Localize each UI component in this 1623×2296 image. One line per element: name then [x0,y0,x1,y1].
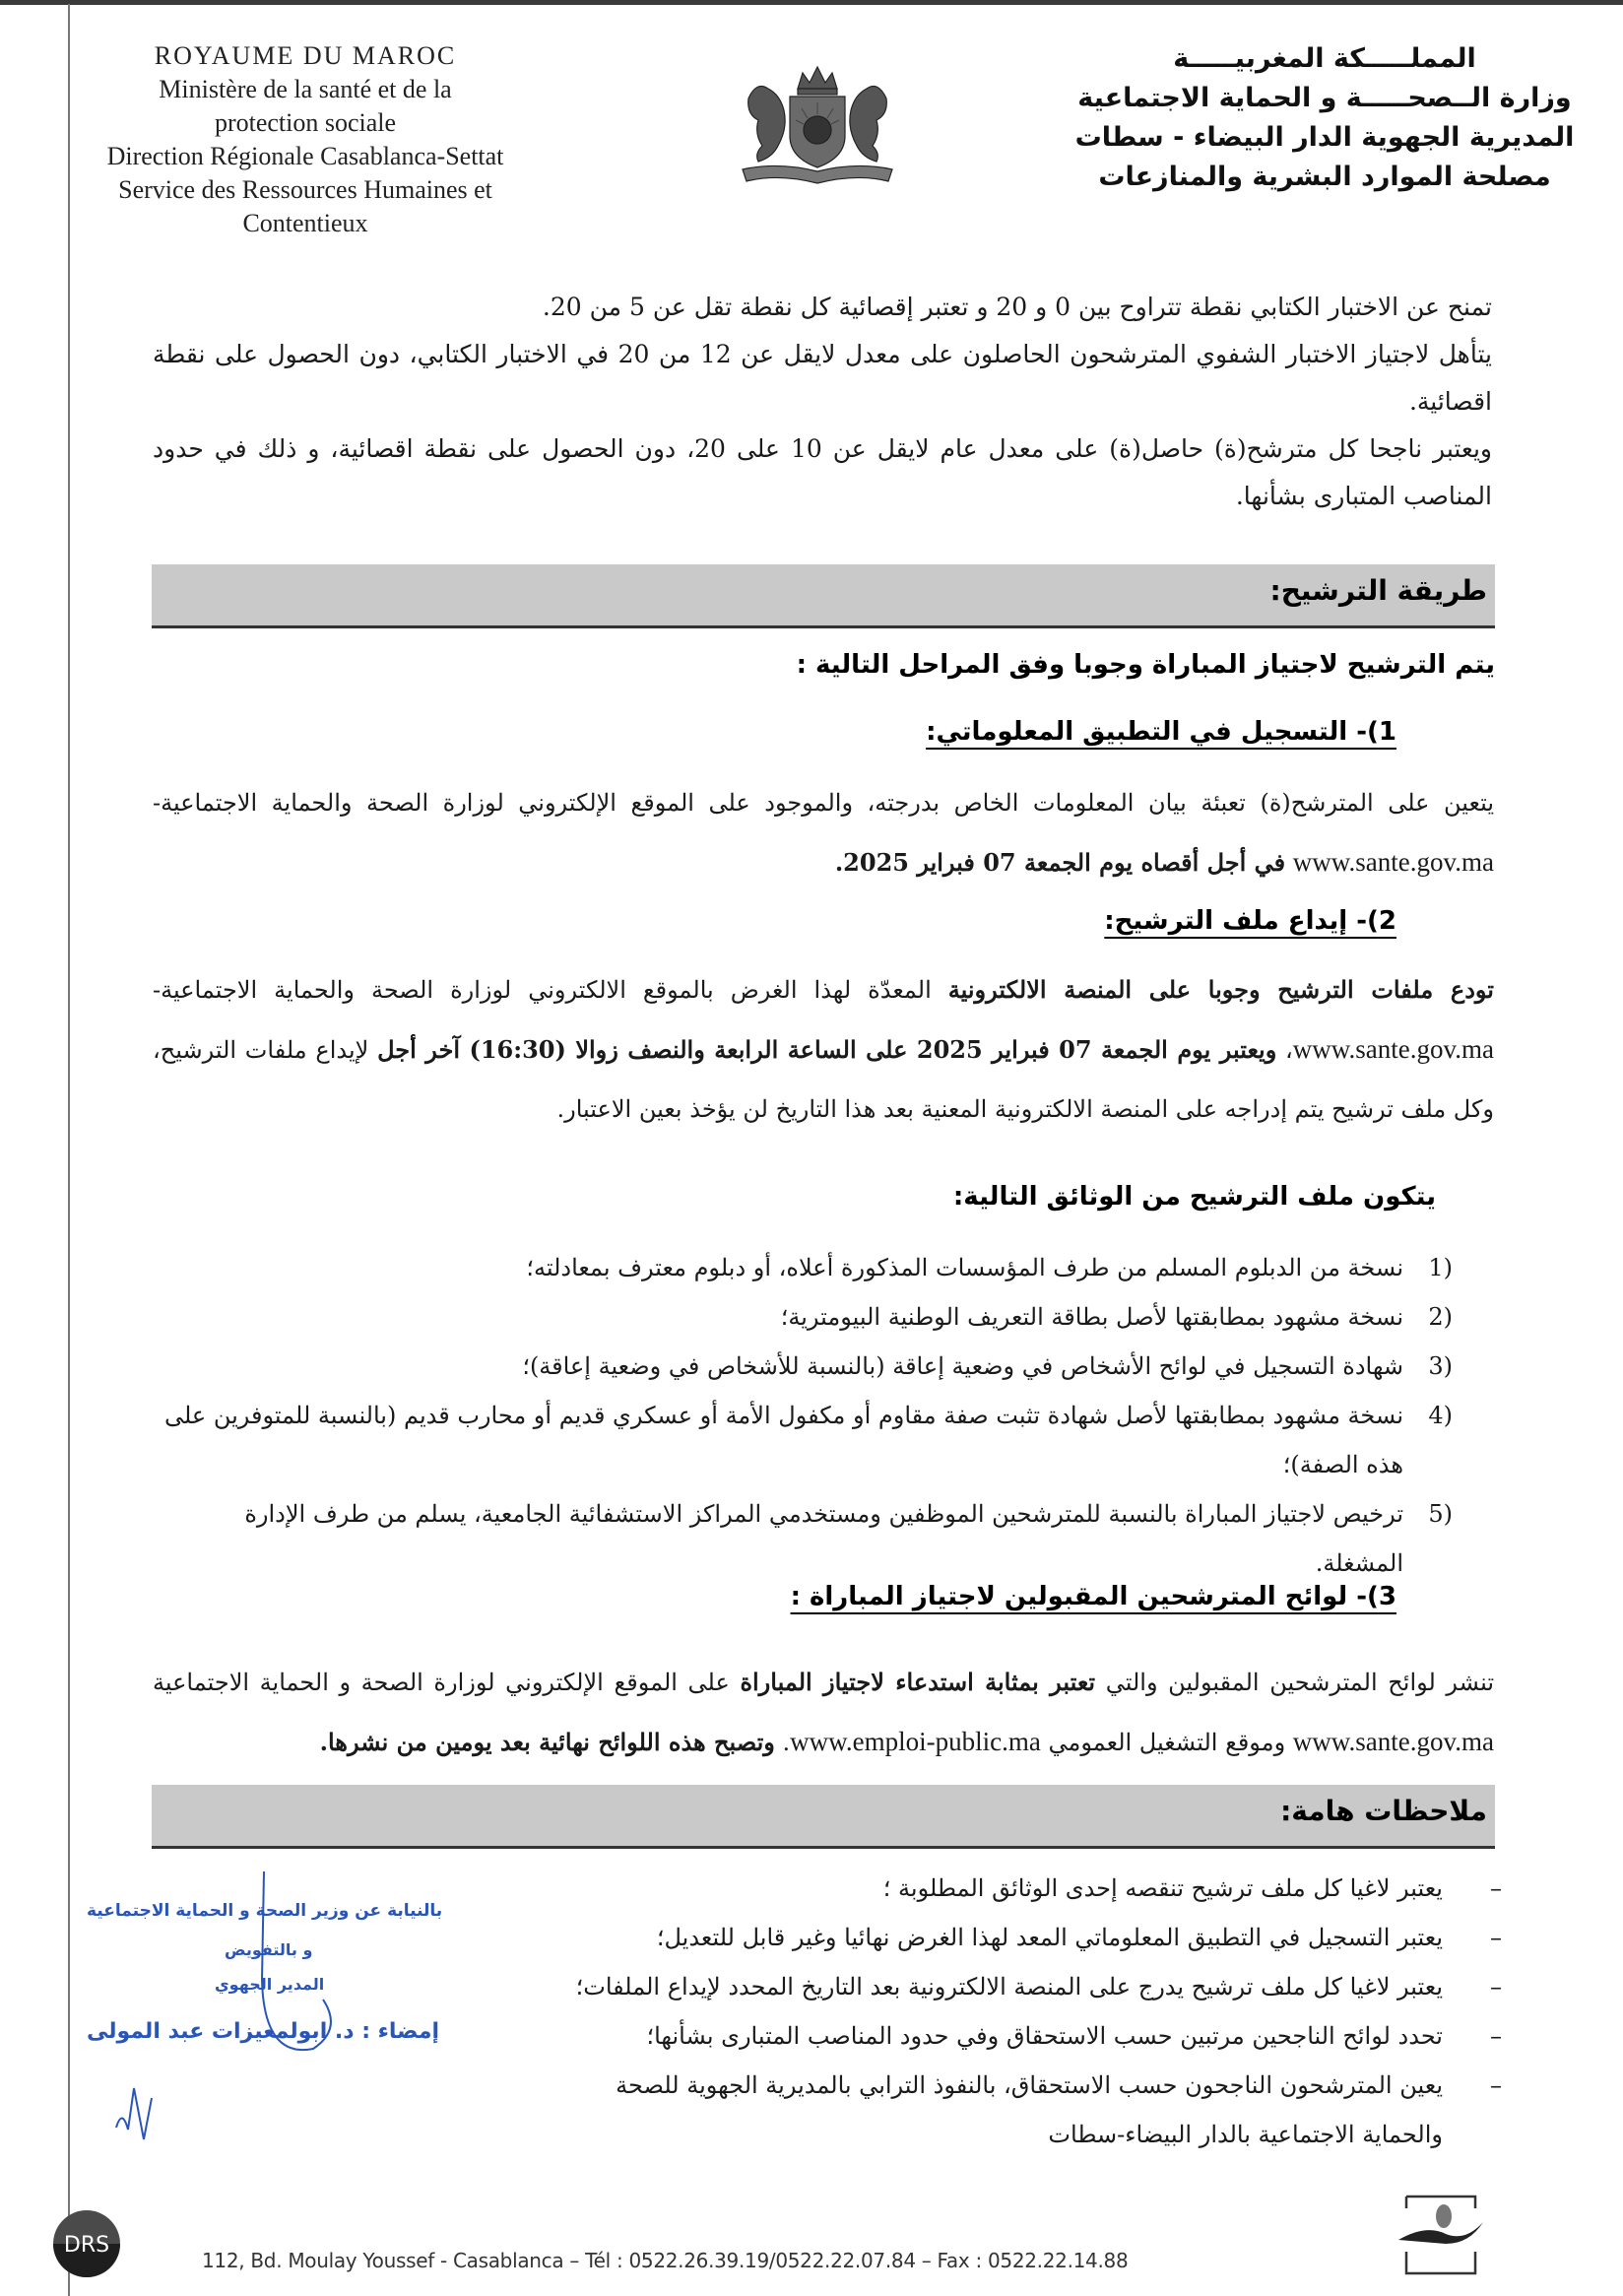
step2-bold-platform: تودع ملفات الترشيح وجوبا على المنصة الالكترونية [947,975,1494,1004]
note-text: يعين المترشحون الناجحون حسب الاستحقاق، بالنفوذ الترابي بالمديرية الجهوية للصحة والحماية الاجتماعية بالدار البيضاء-سطات [616,2071,1443,2148]
document-item [153,1342,1453,1391]
coat-of-arms-icon [729,59,906,187]
step3-url-emploi[interactable]: www.emploi-public.ma [790,1727,1041,1756]
drs-logo-text: DRS [63,2233,110,2258]
direction-ar: المديرية الجهوية الدار البيضاء - سطات [1074,122,1575,153]
document-item-text: نسخة مشهود بمطابقتها لأصل بطاقة التعريف الوطنية البيومترية؛ [780,1303,1403,1331]
left-margin-line [68,4,70,2296]
note-item [552,2061,1502,2159]
note-item [552,1913,1502,1962]
document-item [153,1292,1453,1342]
stamp-signature-line: إمضاء : د. ابولمعيزات عبد المولى [87,2019,440,2044]
note-text: يعتبر لاغيا كل ملف ترشيح يدرج على المنصة الالكترونية بعد التاريخ المحدد لإيداع الملفات؛ [575,1973,1443,2001]
kingdom-title-fr: ROYAUME DU MAROC [154,41,457,70]
arabic-letterhead [1073,39,1576,197]
french-letterhead [69,39,542,240]
stamp-line3: المدير الجهوي [215,1975,325,1994]
step3-bold-final: وتصبح هذه اللوائح نهائية بعد يومين من نشرها. [319,1728,775,1756]
dash-bullet: – [1490,2022,1502,2050]
section-title-candidacy: طريقة الترشيح: [1269,574,1487,607]
step2-text1: المعدّة لهذا الغرض بالموقع الالكتروني لوزارة الصحة والحماية الاجتماعية- [153,976,932,1004]
intro-oral-exam: يتأهل لاجتياز الاختبار الشفوي المترشحون الحاصلون على معدل لايقل عن 12 من 20 في الاختبار الكتابي، دون الحصول على نقطة اقصائية. [153,340,1492,416]
service-fr-line1: Service des Ressources Humaines et [118,175,492,204]
step2-heading: 2)- إيداع ملف الترشيح: [1104,906,1396,936]
intro-paragraphs [153,284,1492,520]
step3-text3: وموقع التشغيل العمومي [1048,1729,1286,1756]
top-border [0,0,1623,5]
section-title-notes: ملاحظات هامة: [1280,1795,1487,1827]
section-header-notes [152,1785,1495,1849]
footer-address: 112, Bd. Moulay Youssef - Casablanca – Tél : 0522.26.39.19/0522.22.07.84 – Fax : 0522.22.14.88 [202,2249,1129,2272]
document-item-text: نسخة مشهود بمطابقتها لأصل شهادة تثبت صفة مقاوم أو مكفول الأمة أو عسكري قديم أو محارب قديم (بالنسبة للمتوفرين على هذه الصفة)؛ [163,1402,1403,1478]
step2-separator: ، [1285,1036,1293,1064]
step3-text1: تنشر لوائح المترشحين المقبولين والتي [1105,1669,1494,1696]
step3-bold-summons: تعتبر بمثابة استدعاء لاجتياز المباراة [740,1668,1096,1696]
stamp-line2: و بالتفويض [225,1940,313,1959]
step1-url-link[interactable]: www.sante.gov.ma [1292,847,1494,877]
step1-paragraph [153,773,1494,892]
step3-heading: 3)- لوائح المترشحين المقبولين لاجتياز المباراة : [790,1582,1396,1611]
ministry-footer-logo-icon [1396,2195,1485,2275]
step1-deadline: في أجل أقصاه يوم الجمعة 07 فبراير 2025. [834,848,1286,877]
step2-bold-deadline: ويعتبر يوم الجمعة 07 فبراير 2025 على الساعة الرابعة والنصف زوالا (16:30) آخر أجل [377,1035,1277,1064]
drs-logo-icon [49,2206,124,2281]
ministry-fr-line1: Ministère de la santé et de la [159,75,452,103]
note-item [552,1864,1502,1913]
note-text: يعتبر التسجيل في التطبيق المعلوماتي المعد لهذا الغرض نهائيا وغير قابل للتعديل؛ [656,1924,1443,1951]
step3-paragraph: تنشر لوائح المترشحين المقبولين والتي تعتبر بمثابة استدعاء لاجتياز المباراة على الموقع الإلكتروني لوزارة الصحة و الحماية الاجتماعية www.sante.gov.ma وموقع التشغيل العمومي www.emploi-public.ma. وتصبح هذه اللوائح نهائية بعد يومين من نشرها. [153,1668,1494,1756]
document-item-text: ترخيص لاجتياز المباراة بالنسبة للمترشحين الموظفين ومستخدمي المراكز الاستشفائية الجامعية، يسلم من طرف الإدارة المشغلة. [244,1500,1403,1577]
document-item [153,1243,1453,1292]
step3-url-sante[interactable]: www.sante.gov.ma [1292,1727,1494,1756]
document-item-number: 5) [1428,1500,1453,1528]
notes-list [552,1864,1502,2159]
step2-paragraph [153,960,1494,1139]
dash-bullet: – [1490,1973,1502,2001]
note-item [552,1962,1502,2011]
document-item [153,1489,1453,1588]
intro-written-exam: تمنح عن الاختبار الكتابي نقطة تتراوح بين 0 و 20 و تعتبر إقصائية كل نقطة تقل عن 5 من 20. [542,293,1492,321]
note-text: تحدد لوائح الناجحين مرتبين حسب الاستحقاق وفي حدود المناصب المتبارى بشأنها؛ [646,2022,1443,2050]
service-ar: مصلحة الموارد البشرية والمنازعات [1098,162,1551,192]
document-item-number: 3) [1428,1352,1453,1380]
step2-text2: لإيداع ملفات الترشيح، وكل ملف ترشيح يتم إدراجه على المنصة الالكترونية المعنية بعد هذا التاريخ لن يؤخذ بعين الاعتبار. [153,1036,1494,1123]
intro-success-criteria: ويعتبر ناجحا كل مترشح(ة) حاصل(ة) على معدل عام لايقل عن 10 على 20، دون الحصول على نقطة اقصائية، و ذلك في حدود المناصب المتبارى بشأنها. [153,434,1493,510]
document-item-number: 1) [1428,1254,1453,1281]
step1-heading: 1)- التسجيل في التطبيق المعلوماتي: [926,717,1396,747]
note-item [552,2011,1502,2061]
dash-bullet: – [1490,1874,1502,1902]
dash-bullet: – [1490,1924,1502,1951]
note-text: يعتبر لاغيا كل ملف ترشيح تنقصه إحدى الوثائق المطلوبة ؛ [882,1874,1443,1902]
document-item-text: نسخة من الدبلوم المسلم من طرف المؤسسات المذكورة أعلاه، أو دبلوم معترف بمعادلته؛ [526,1254,1403,1281]
section-header-candidacy [152,564,1495,628]
step3-text2: على الموقع الإلكتروني لوزارة الصحة و الحماية الاجتماعية [153,1669,730,1696]
documents-heading: يتكون ملف الترشيح من الوثائق التالية: [952,1182,1436,1212]
document-item-text: شهادة التسجيل في لوائح الأشخاص في وضعية إعاقة (بالنسبة للأشخاص في وضعية إعاقة)؛ [522,1352,1403,1380]
document-item-number: 2) [1428,1303,1453,1331]
documents-list [153,1243,1453,1588]
ministry-fr-line2: protection sociale [214,108,397,137]
candidacy-lead: يتم الترشيح لاجتياز المباراة وجوبا وفق المراحل التالية : [796,650,1495,680]
step1-text: يتعين على المترشح(ة) تعبئة بيان المعلومات الخاص بدرجته، والموجود على الموقع الإلكتروني لوزارة الصحة والحماية الاجتماعية- [153,789,1494,817]
stamp-line1: بالنيابة عن وزير الصحة و الحماية الاجتماعية [87,1901,443,1921]
service-fr-line2: Contentieux [242,209,368,237]
document-item [153,1391,1453,1489]
dash-bullet: – [1490,2071,1502,2099]
document-item-number: 4) [1428,1402,1453,1429]
official-stamp [77,1871,540,2167]
step2-url-link[interactable]: www.sante.gov.ma [1292,1034,1494,1064]
kingdom-title-ar: المملـــــكة المغربيـــــة [1173,43,1476,74]
ministry-ar: وزارة الــصحـــــة و الحماية الاجتماعية [1077,83,1572,113]
direction-fr: Direction Régionale Casablanca-Settat [106,142,504,170]
